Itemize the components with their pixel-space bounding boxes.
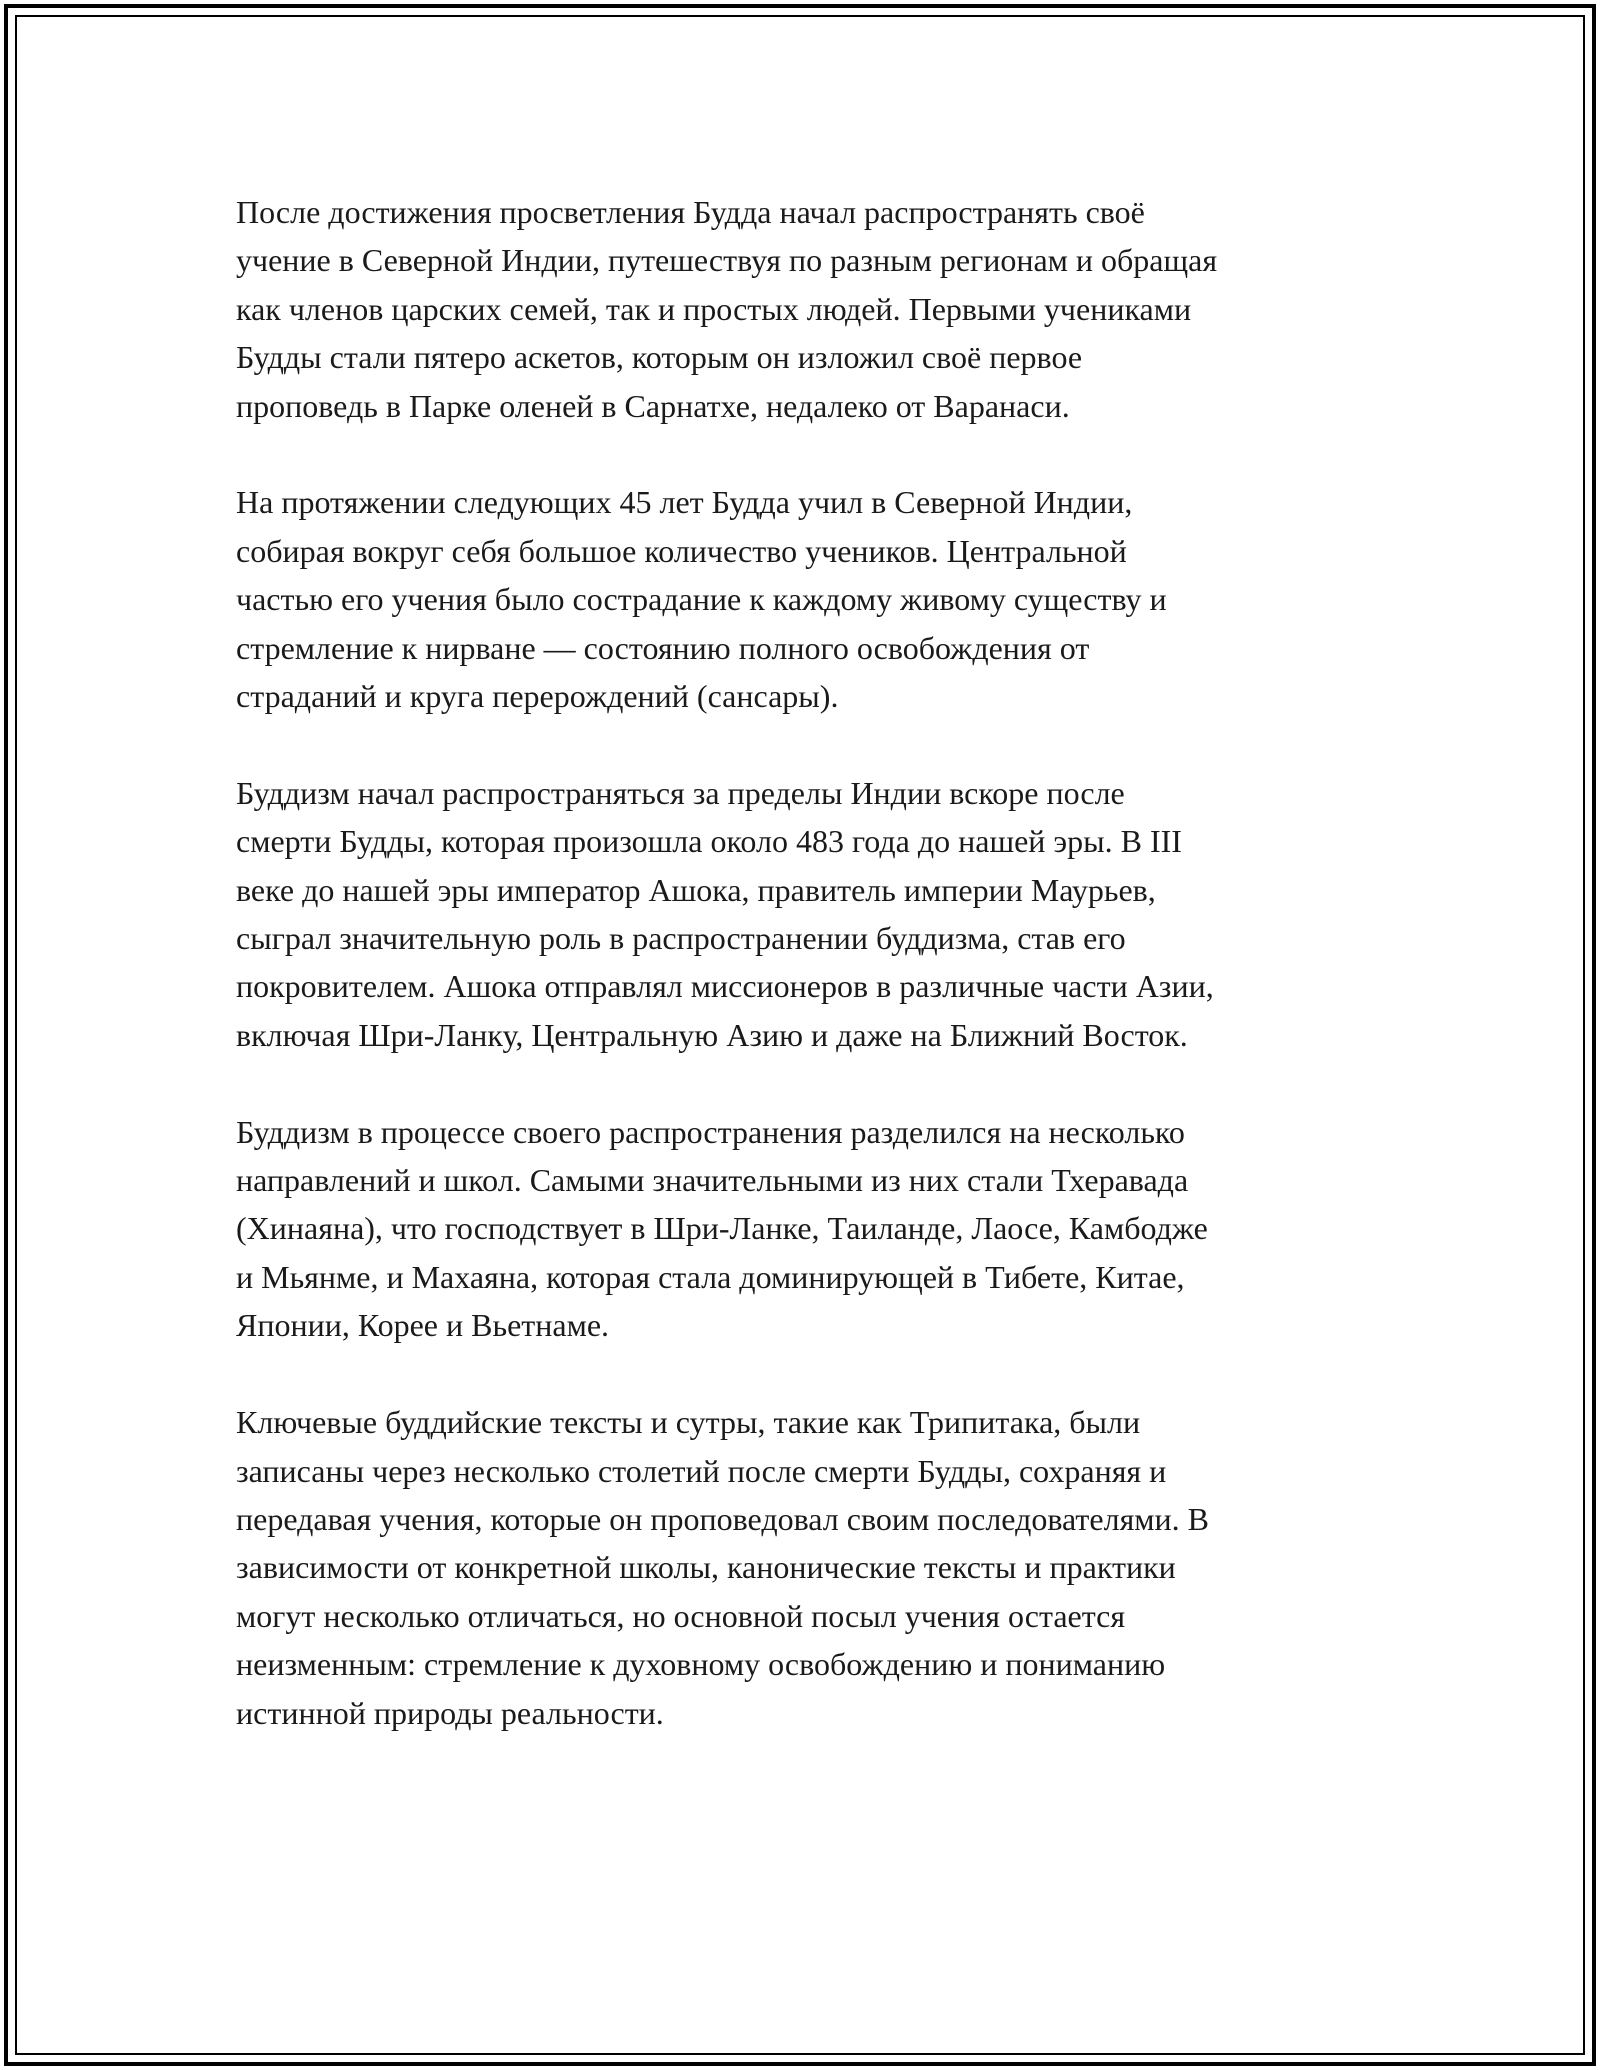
text-line: направлений и школ. Самыми значительными из них стали Тхеравада (236, 1162, 1189, 1199)
text-line: стремление к нирване — состоянию полного освобождения от (236, 629, 1090, 666)
text-line: зависимости от конкретной школы, канонические тексты и практики (236, 1549, 1176, 1586)
text-line: Ключевые буддийские тексты и сутры, такие как Трипитака, были (236, 1404, 1141, 1441)
text-line: покровителем. Ашока отправлял миссионеров в различные части Азии, (236, 968, 1214, 1005)
text-line: смерти Будды, которая произошла около 483 года до нашей эры. В III (236, 823, 1182, 860)
text-line: как членов царских семей, так и простых людей. Первыми учениками (236, 290, 1192, 327)
text-line: На протяжении следующих 45 лет Будда учил в Северной Индии, (236, 484, 1133, 521)
paragraph-3 (236, 769, 1372, 1059)
text-line: сыграл значительную роль в распространении буддизма, став его (236, 920, 1126, 957)
paragraph-1 (236, 188, 1372, 430)
text-line: Будды стали пятеро аскетов, которым он изложил своё первое (236, 339, 1083, 376)
paragraph-5 (236, 1398, 1372, 1737)
text-line: веке до нашей эры император Ашока, правитель империи Маурьев, (236, 871, 1156, 908)
paragraph-2 (236, 478, 1372, 720)
text-line: собирая вокруг себя большое количество учеников. Центральной (236, 532, 1127, 569)
text-line: неизменным: стремление к духовному освобождению и пониманию (236, 1646, 1166, 1683)
text-line: частью его учения было сострадание к каждому живому существу и (236, 581, 1167, 618)
text-line: могут несколько отличаться, но основной посыл учения остается (236, 1597, 1126, 1634)
text-line: включая Шри-Ланку, Центральную Азию и даже на Ближний Восток. (236, 1016, 1188, 1053)
text-line: проповедь в Парке оленей в Сарнатхе, недалеко от Варанаси. (236, 387, 1070, 424)
text-line: Буддизм начал распространяться за пределы Индии вскоре после (236, 774, 1125, 811)
text-line: записаны через несколько столетий после смерти Будды, сохраняя и (236, 1452, 1167, 1489)
text-line: и Мьянме, и Махаяна, которая стала доминирующей в Тибете, Китае, (236, 1258, 1185, 1295)
text-line: страданий и круга перерождений (сансары). (236, 678, 839, 715)
text-line: учение в Северной Индии, путешествуя по разным регионам и обращая (236, 242, 1218, 279)
paragraph-4 (236, 1108, 1372, 1350)
text-line: (Хинаяна), что господствует в Шри-Ланке, Таиланде, Лаосе, Камбодже (236, 1210, 1208, 1247)
document-body (236, 188, 1372, 1785)
text-line: Буддизм в процессе своего распространения разделился на несколько (236, 1113, 1185, 1150)
text-line: передавая учения, которые он проповедовал своим последователями. В (236, 1500, 1210, 1537)
text-line: истинной природы реальности. (236, 1694, 664, 1731)
text-line: После достижения просветления Будда начал распространять своё (236, 194, 1145, 230)
text-line: Японии, Корее и Вьетнаме. (236, 1307, 610, 1344)
